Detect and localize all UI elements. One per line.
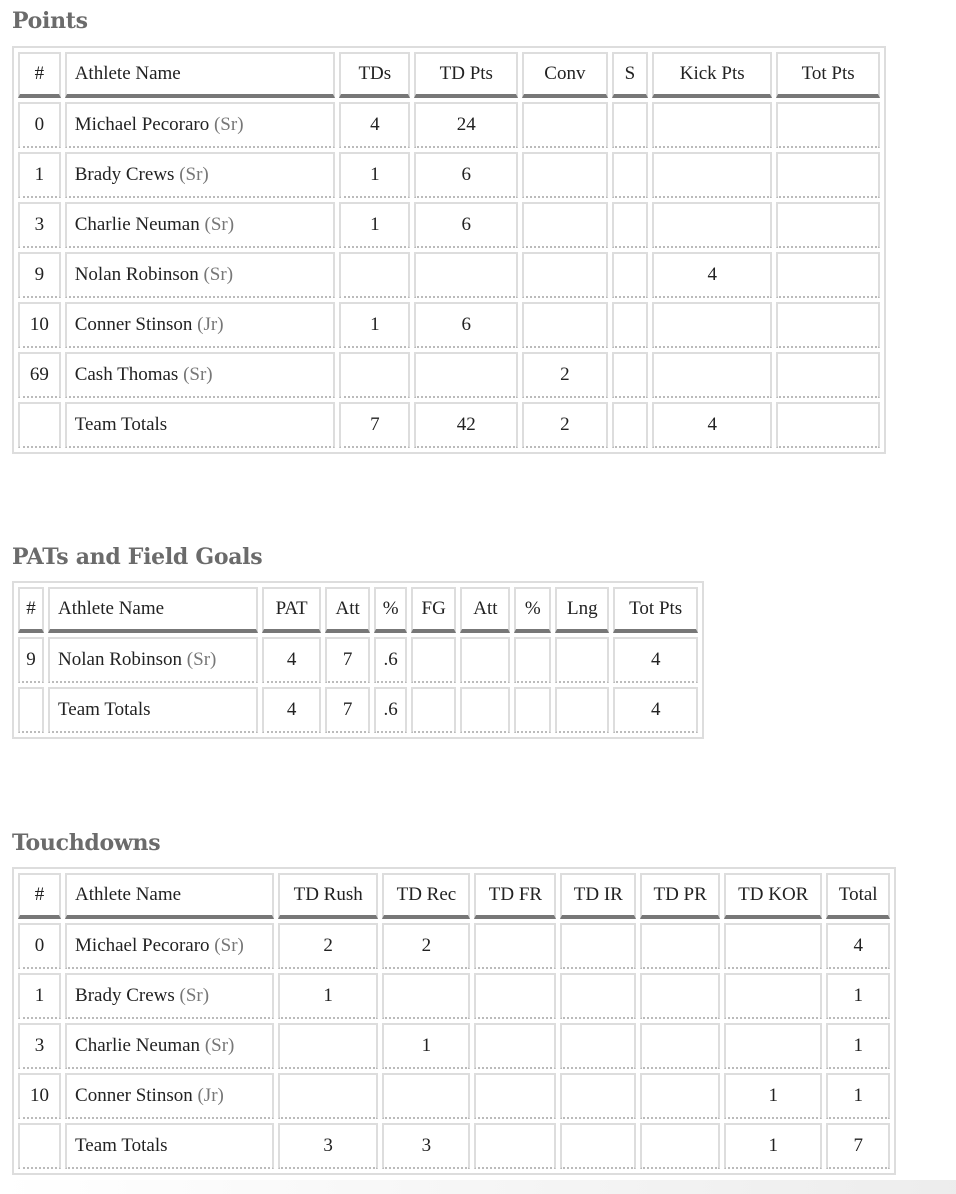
athlete-number: 0 xyxy=(18,923,61,969)
col-header-pat: PAT xyxy=(262,587,321,633)
td-total-value: 1 xyxy=(826,1023,890,1069)
conv-value xyxy=(522,302,607,348)
table-row xyxy=(18,637,698,683)
table-row xyxy=(18,252,880,298)
athlete-name-cell xyxy=(65,252,336,298)
athlete-name-cell xyxy=(65,352,336,398)
tot-pts-total: 4 xyxy=(613,687,698,733)
tds-value: 1 xyxy=(339,202,410,248)
col-header-number: # xyxy=(18,587,44,633)
col-header-td-rush: TD Rush xyxy=(278,873,378,919)
td-rec-value: 2 xyxy=(382,923,470,969)
col-header-tds: TDs xyxy=(339,52,410,98)
col-header-fg: FG xyxy=(411,587,457,633)
page-bottom-shade xyxy=(0,1180,956,1194)
s-value xyxy=(612,252,649,298)
td-pr-value xyxy=(640,923,720,969)
pats-table xyxy=(12,581,704,739)
team-totals-row xyxy=(18,687,698,733)
pat-pct-value: .6 xyxy=(374,637,407,683)
tot-pts-value: 4 xyxy=(613,637,698,683)
kick-pts-value xyxy=(652,202,772,248)
conv-value: 2 xyxy=(522,352,607,398)
td-fr-value xyxy=(474,1023,556,1069)
athlete-class: (Sr) xyxy=(179,164,209,185)
kick-pts-total: 4 xyxy=(652,402,772,448)
col-header-td-pts: TD Pts xyxy=(414,52,518,98)
athlete-name-cell xyxy=(65,302,336,348)
s-total xyxy=(612,402,649,448)
td-kor-total: 1 xyxy=(724,1123,822,1169)
conv-value xyxy=(522,102,607,148)
conv-total: 2 xyxy=(522,402,607,448)
td-rush-value xyxy=(278,1023,378,1069)
athlete-name-cell xyxy=(65,973,274,1019)
athlete-name-cell xyxy=(65,1023,274,1069)
tot-pts-value xyxy=(776,152,880,198)
pat-att-value: 7 xyxy=(325,637,371,683)
td-rec-value xyxy=(382,1073,470,1119)
kick-pts-value xyxy=(652,152,772,198)
td-pts-value: 6 xyxy=(414,152,518,198)
td-total-value: 4 xyxy=(826,923,890,969)
col-header-pat-att: Att xyxy=(325,587,371,633)
touchdowns-title: Touchdowns xyxy=(12,830,161,856)
td-fr-value xyxy=(474,973,556,1019)
table-row xyxy=(18,1023,890,1069)
pats-title: PATs and Field Goals xyxy=(12,544,263,570)
fg-att-total xyxy=(460,687,510,733)
td-ir-value xyxy=(560,973,636,1019)
td-rush-value: 1 xyxy=(278,973,378,1019)
team-totals-label: Team Totals xyxy=(65,1123,274,1169)
fg-value xyxy=(411,637,457,683)
col-header-pat-pct: % xyxy=(374,587,407,633)
athlete-number: 3 xyxy=(18,1023,61,1069)
td-fr-value xyxy=(474,1073,556,1119)
kick-pts-value xyxy=(652,302,772,348)
td-pts-value: 6 xyxy=(414,302,518,348)
tot-pts-total xyxy=(776,402,880,448)
tot-pts-value xyxy=(776,202,880,248)
col-header-athlete-name: Athlete Name xyxy=(65,873,274,919)
col-header-number: # xyxy=(18,873,61,919)
fg-pct-value xyxy=(514,637,551,683)
kick-pts-value xyxy=(652,102,772,148)
tot-pts-value xyxy=(776,352,880,398)
athlete-class: (Jr) xyxy=(197,314,224,335)
td-kor-value xyxy=(724,1023,822,1069)
athlete-name: Brady Crews xyxy=(74,164,175,185)
td-total-value: 1 xyxy=(826,973,890,1019)
col-header-td-kor: TD KOR xyxy=(724,873,822,919)
team-totals-row xyxy=(18,1123,890,1169)
athlete-name: Nolan Robinson xyxy=(74,264,199,285)
col-header-tot-pts: Tot Pts xyxy=(613,587,698,633)
athlete-number: 9 xyxy=(18,637,44,683)
td-ir-value xyxy=(560,1023,636,1069)
tds-value: 4 xyxy=(339,102,410,148)
s-value xyxy=(612,152,649,198)
td-kor-value xyxy=(724,923,822,969)
athlete-number: 1 xyxy=(18,152,61,198)
conv-value xyxy=(522,152,607,198)
athlete-class: (Sr) xyxy=(213,114,244,135)
td-pts-value: 24 xyxy=(414,102,518,148)
col-header-td-rec: TD Rec xyxy=(382,873,470,919)
athlete-name-cell xyxy=(65,152,336,198)
athlete-name-cell xyxy=(65,202,336,248)
athlete-number: 9 xyxy=(18,252,61,298)
table-row xyxy=(18,152,880,198)
fg-pct-total xyxy=(514,687,551,733)
td-ir-value xyxy=(560,923,636,969)
pat-value: 4 xyxy=(262,637,321,683)
s-value xyxy=(612,352,649,398)
athlete-number: 10 xyxy=(18,1073,61,1119)
points-header-row xyxy=(18,52,880,98)
kick-pts-value: 4 xyxy=(652,252,772,298)
pat-total: 4 xyxy=(262,687,321,733)
athlete-name: Michael Pecoraro xyxy=(75,935,210,956)
athlete-name-cell xyxy=(65,102,336,148)
athlete-class: (Sr) xyxy=(204,214,235,235)
athlete-name-cell xyxy=(48,637,258,683)
td-fr-total xyxy=(474,1123,556,1169)
tot-pts-value xyxy=(776,302,880,348)
col-header-td-fr: TD FR xyxy=(474,873,556,919)
td-rush-value xyxy=(278,1073,378,1119)
athlete-name: Conner Stinson xyxy=(75,1085,193,1106)
td-grand-total: 7 xyxy=(826,1123,890,1169)
tot-pts-value xyxy=(776,102,880,148)
table-row xyxy=(18,302,880,348)
col-header-athlete-name: Athlete Name xyxy=(65,52,336,98)
s-value xyxy=(612,102,649,148)
td-rec-value: 1 xyxy=(382,1023,470,1069)
td-rec-value xyxy=(382,973,470,1019)
athlete-name: Michael Pecoraro xyxy=(74,114,210,135)
athlete-number xyxy=(18,402,61,448)
team-totals-label: Team Totals xyxy=(65,402,336,448)
td-fr-value xyxy=(474,923,556,969)
pats-header-row xyxy=(18,587,698,633)
col-header-fg-att: Att xyxy=(460,587,510,633)
points-title: Points xyxy=(12,8,88,34)
athlete-number: 0 xyxy=(18,102,61,148)
touchdowns-table xyxy=(12,867,896,1175)
athlete-number xyxy=(18,1123,61,1169)
athlete-name-cell xyxy=(65,1073,274,1119)
tot-pts-value xyxy=(776,252,880,298)
athlete-class: (Sr) xyxy=(203,264,234,285)
td-total-value: 1 xyxy=(826,1073,890,1119)
touchdowns-header-row xyxy=(18,873,890,919)
pat-att-total: 7 xyxy=(325,687,371,733)
athlete-name: Brady Crews xyxy=(75,985,175,1006)
athlete-name: Nolan Robinson xyxy=(58,649,183,670)
td-rush-total: 3 xyxy=(278,1123,378,1169)
fg-att-value xyxy=(460,637,510,683)
col-header-number: # xyxy=(18,52,61,98)
tds-value xyxy=(339,352,410,398)
td-kor-value xyxy=(724,973,822,1019)
td-rush-value: 2 xyxy=(278,923,378,969)
td-pts-total: 42 xyxy=(414,402,518,448)
col-header-td-ir: TD IR xyxy=(560,873,636,919)
athlete-number: 10 xyxy=(18,302,61,348)
td-pr-value xyxy=(640,1073,720,1119)
athlete-name: Cash Thomas xyxy=(74,364,179,385)
conv-value xyxy=(522,252,607,298)
pat-pct-total: .6 xyxy=(374,687,407,733)
col-header-td-pr: TD PR xyxy=(640,873,720,919)
tds-value: 1 xyxy=(339,152,410,198)
athlete-name: Charlie Neuman xyxy=(75,1035,201,1056)
tds-value xyxy=(339,252,410,298)
td-kor-value: 1 xyxy=(724,1073,822,1119)
points-section xyxy=(12,8,886,454)
table-row xyxy=(18,1073,890,1119)
fg-total xyxy=(411,687,457,733)
td-pts-value xyxy=(414,352,518,398)
col-header-conv: Conv xyxy=(522,52,607,98)
kick-pts-value xyxy=(652,352,772,398)
td-pr-total xyxy=(640,1123,720,1169)
lng-total xyxy=(555,687,609,733)
s-value xyxy=(612,202,649,248)
athlete-class: (Sr) xyxy=(204,1035,235,1056)
athlete-class: (Jr) xyxy=(197,1085,224,1106)
col-header-total: Total xyxy=(826,873,890,919)
td-pts-value xyxy=(414,252,518,298)
table-row xyxy=(18,923,890,969)
athlete-class: (Sr) xyxy=(183,364,213,385)
s-value xyxy=(612,302,649,348)
conv-value xyxy=(522,202,607,248)
athlete-name-cell xyxy=(65,923,274,969)
td-ir-value xyxy=(560,1073,636,1119)
col-header-athlete-name: Athlete Name xyxy=(48,587,258,633)
col-header-lng: Lng xyxy=(555,587,609,633)
td-pts-value: 6 xyxy=(414,202,518,248)
athlete-class: (Sr) xyxy=(179,985,210,1006)
td-ir-total xyxy=(560,1123,636,1169)
table-row xyxy=(18,973,890,1019)
tds-total: 7 xyxy=(339,402,410,448)
athlete-class: (Sr) xyxy=(214,935,244,956)
table-row xyxy=(18,202,880,248)
tds-value: 1 xyxy=(339,302,410,348)
team-totals-label: Team Totals xyxy=(48,687,258,733)
pats-section xyxy=(12,544,704,739)
col-header-tot-pts: Tot Pts xyxy=(776,52,880,98)
athlete-name: Conner Stinson xyxy=(74,314,193,335)
col-header-kick-pts: Kick Pts xyxy=(652,52,772,98)
touchdowns-section xyxy=(12,830,896,1175)
table-row xyxy=(18,102,880,148)
td-pr-value xyxy=(640,1023,720,1069)
team-totals-row xyxy=(18,402,880,448)
td-rec-total: 3 xyxy=(382,1123,470,1169)
athlete-number: 69 xyxy=(18,352,61,398)
points-table xyxy=(12,46,886,454)
lng-value xyxy=(555,637,609,683)
athlete-number: 1 xyxy=(18,973,61,1019)
athlete-number: 3 xyxy=(18,202,61,248)
athlete-number xyxy=(18,687,44,733)
athlete-class: (Sr) xyxy=(186,649,217,670)
col-header-s: S xyxy=(612,52,649,98)
athlete-name: Charlie Neuman xyxy=(74,214,200,235)
td-pr-value xyxy=(640,973,720,1019)
col-header-fg-pct: % xyxy=(514,587,551,633)
table-row xyxy=(18,352,880,398)
